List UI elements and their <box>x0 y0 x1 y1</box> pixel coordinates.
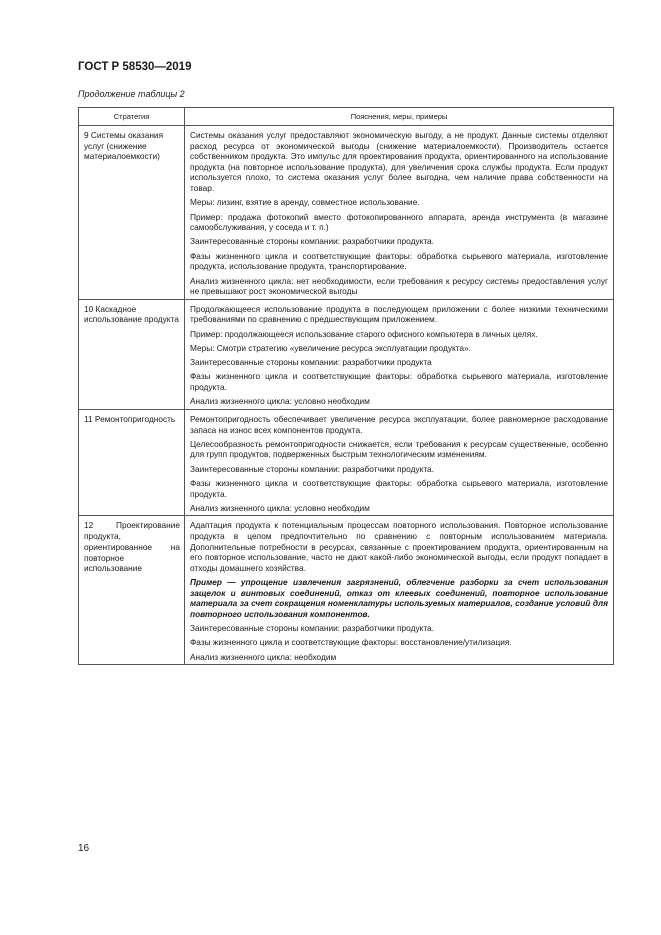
table-row <box>79 126 614 300</box>
paragraph: Анализ жизненного цикла: необходим <box>190 651 337 662</box>
paragraph: Заинтересованные стороны компании: разработчики продукта. <box>190 623 434 634</box>
paragraph: Фазы жизненного цикла и соответствующие факторы: обработка сырьевого материала, изготовление продукта. <box>190 371 608 393</box>
strategy-cell: 12 Проектирование продукта, ориентированное на повторное использование <box>79 516 185 665</box>
table-row <box>79 516 614 665</box>
paragraph: Целесообразность ремонтопригодности снижается, если требования к ресурсам существенные, особенно для групп продуктов, подверженных быстрым технологическим изменениям. <box>190 438 608 460</box>
strategies-table <box>78 107 614 665</box>
column-header-explanations: Пояснения, меры, примеры <box>185 108 614 126</box>
strategy-cell: 9 Системы оказания услуг (снижение материалоемкости) <box>79 126 185 300</box>
paragraph: Пример: продажа фотокопий вместо фотокопированного аппарата, аренда инструмента (в магазине самообслуживания, у соседа и т. п.) <box>190 211 608 233</box>
paragraph: Анализ жизненного цикла: условно необходим <box>190 396 370 407</box>
example-paragraph: Пример — упрощение извлечения загрязнений, облегчение разборки за счет использования защелок и винтовых соединений, отказ от клеевых соединений, повторное использование материала за счет сокращения номенклатуры используемых материалов, создание условий для повторного использования компонентов. <box>190 577 608 619</box>
explanation-cell <box>185 126 614 300</box>
explanation-cell <box>185 516 614 665</box>
column-header-strategy: Стратегия <box>79 108 185 126</box>
paragraph: Фазы жизненного цикла и соответствующие факторы: обработка сырьевого материала, изготовление продукта. <box>190 477 608 499</box>
table-caption: Продолжение таблицы 2 <box>78 89 185 99</box>
table-row <box>79 409 614 516</box>
explanation-cell <box>185 299 614 409</box>
paragraph: Меры: лизинг, взятие в аренду, совместное использование. <box>190 197 420 208</box>
paragraph: Ремонтопригодность обеспечивает увеличение ресурса эксплуатации, более равномерное расходование запаса на износ всех компонентов продукта. <box>190 413 608 435</box>
strategy-cell: 11 Ремонтопригодность <box>79 409 185 516</box>
paragraph: Заинтересованные стороны компании: разработчики продукта. <box>190 236 434 247</box>
paragraph: Меры: Смотри стратегию «увеличение ресурса эксплуатации продукта». <box>190 342 471 353</box>
document-code: ГОСТ Р 58530—2019 <box>78 61 192 73</box>
strategy-cell: 10 Каскадное использование продукта <box>79 299 185 409</box>
table-header-row <box>79 108 614 126</box>
paragraph: Фазы жизненного цикла и соответствующие факторы: восстановление/утилизация. <box>190 637 512 648</box>
paragraph: Заинтересованные стороны компании: разработчики продукта <box>190 357 432 368</box>
paragraph: Анализ жизненного цикла: нет необходимости, если требования к ресурсу системы предоставления услуг не превышают рост экономической выгоды <box>190 275 608 297</box>
paragraph: Фазы жизненного цикла и соответствующие факторы: обработка сырьевого материала, изготовление продукта, использование продукта, транспортирование. <box>190 250 608 272</box>
table-row <box>79 299 614 409</box>
paragraph: Продолжающееся использование продукта в последующем приложении с более низкими техническими требованиями по сравнению с предшествующим приложением. <box>190 303 608 325</box>
paragraph: Анализ жизненного цикла: условно необходим <box>190 502 370 513</box>
page-number: 16 <box>78 843 90 854</box>
paragraph: Адаптация продукта к потенциальным процессам повторного использования. Повторное использование продукта в целом предпочтительно по сравнению с повторным использованием материала. Дополнительные потребности в ресурсах, связанные с проектированием продукта, ориентированным на его повторное использование, часто не дают какой-либо экономической выгоды, если продукт попадает в отходы домашнего хозяйства. <box>190 520 608 573</box>
paragraph: Пример: продолжающееся использование старого офисного компьютера в личных целях. <box>190 328 538 339</box>
paragraph: Системы оказания услуг предоставляют экономическую выгоду, а не продукт. Данные системы отделяют расход ресурса от экономической выгоды (снижение материалоемкости). Производитель остается собственником продукта. Это импульс для проектирования продукта, ориентированного на использование продукта (на повторное использование продукта), для увеличения срока службы продукта. Если продукт используется плохо, то система оказания услуг более выгодна, чем наличие права собственности на товар. <box>190 130 608 193</box>
paragraph: Заинтересованные стороны компании: разработчики продукта. <box>190 463 434 474</box>
explanation-cell <box>185 409 614 516</box>
